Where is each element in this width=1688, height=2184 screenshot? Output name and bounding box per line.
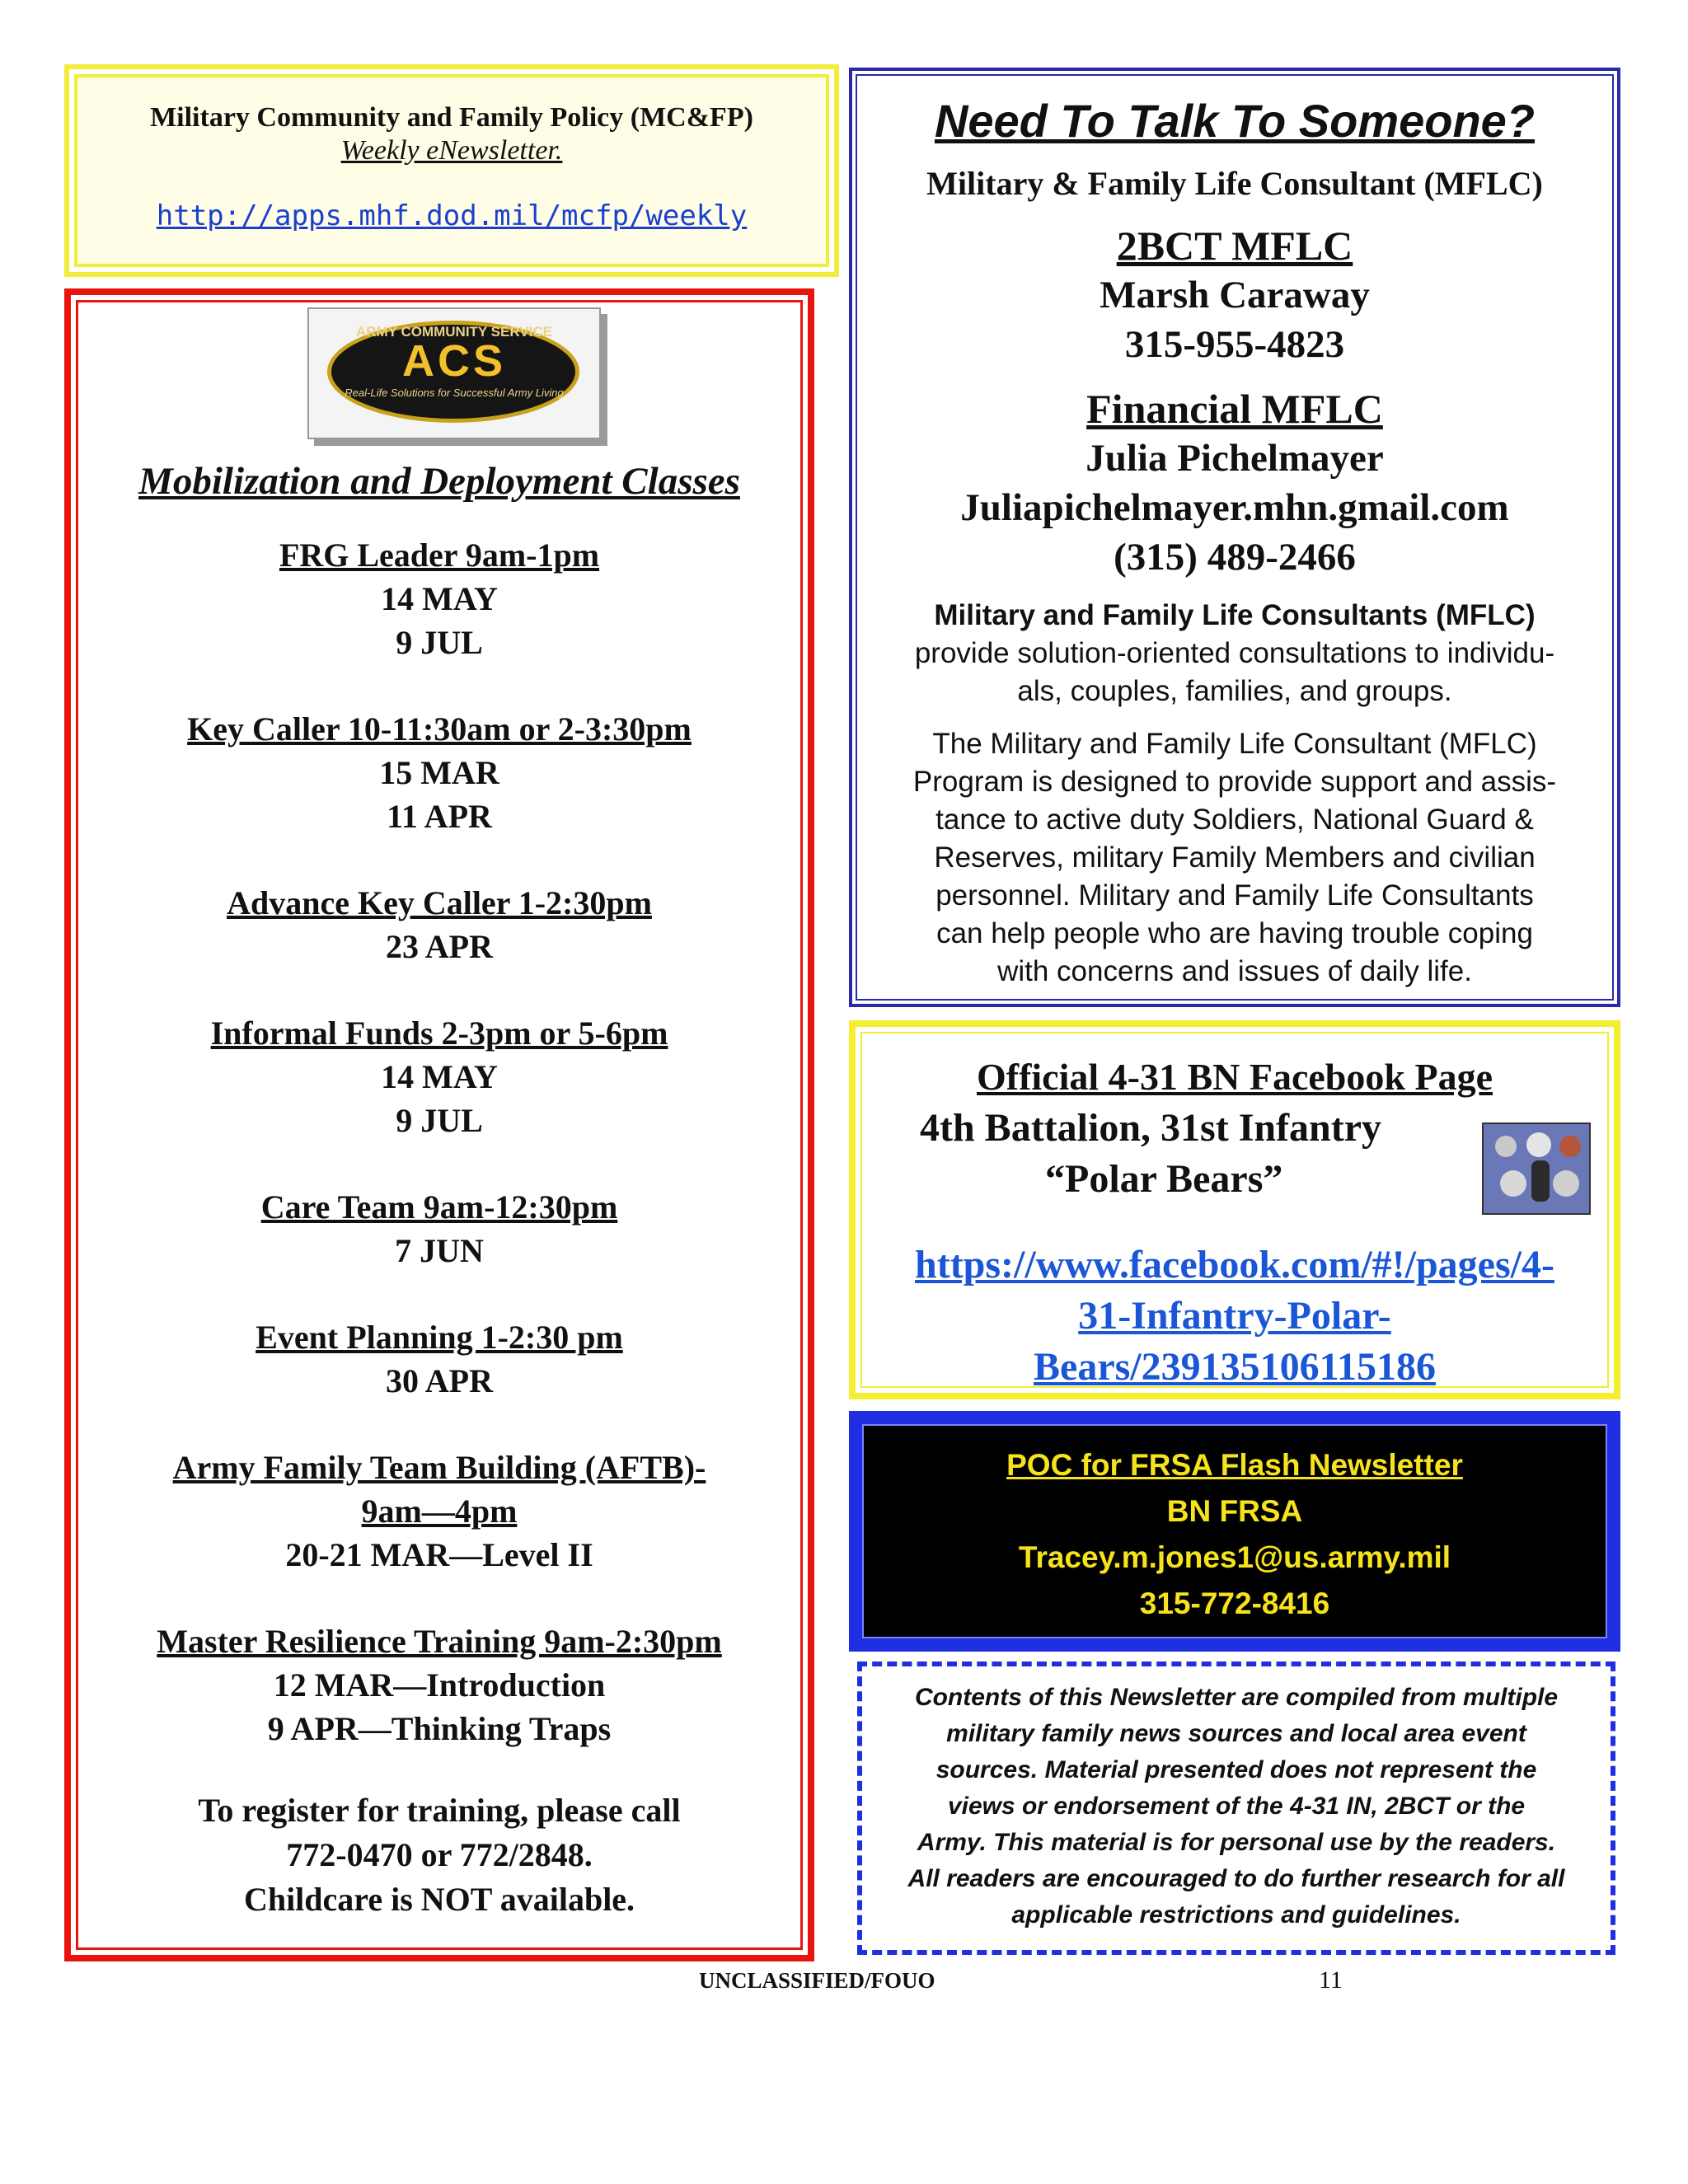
disclaimer-line: military family news sources and local area event [946, 1720, 1526, 1747]
facebook-link-line[interactable]: 31-Infantry-Polar- [1078, 1294, 1391, 1338]
facebook-link[interactable] [862, 1240, 1607, 1393]
consultant-phone: (315) 489-2466 [1114, 536, 1356, 579]
acs-logo-icon [307, 307, 601, 439]
battalion-nickname: “Polar Bears” [1045, 1157, 1283, 1201]
register-line: Childcare is NOT available. [243, 1881, 635, 1918]
facebook-inner [860, 1032, 1609, 1388]
class-date: 14 MAY [381, 580, 498, 617]
class-date: 15 MAR [379, 754, 499, 791]
page-number: 11 [1319, 1966, 1343, 1994]
mcfp-box [64, 64, 839, 277]
para-line: personnel. Military and Family Life Consultants [935, 879, 1534, 912]
battalion-crest-icon [1482, 1122, 1591, 1215]
mcfp-inner [74, 74, 829, 267]
class-item [78, 707, 800, 838]
para-line: tance to active duty Soldiers, National Guard & [935, 804, 1534, 836]
class-item [78, 1446, 800, 1577]
disclaimer-box [857, 1661, 1615, 1955]
class-date: 23 APR [386, 928, 493, 965]
class-item [78, 1011, 800, 1142]
poc-box [849, 1411, 1620, 1652]
poc-role: BN FRSA [1166, 1494, 1303, 1528]
acs-classes-box [64, 288, 814, 1961]
class-date: 12 MAR—Introduction [273, 1666, 606, 1704]
class-name: Master Resilience Training 9am-2:30pm [157, 1623, 722, 1660]
disclaimer-line: Army. This material is for personal use by the readers. [917, 1829, 1556, 1856]
class-name: FRG Leader 9am-1pm [279, 537, 600, 574]
acs-logo-bottom-text: Real-Life Solutions for Successful Army Living [345, 387, 564, 399]
acs-logo-word: ACS [401, 336, 506, 386]
class-item [78, 1315, 800, 1403]
poc-email[interactable]: Tracey.m.jones1@us.army.mil [1018, 1540, 1451, 1574]
mflc-box [849, 68, 1620, 1007]
class-date: 9 JUL [396, 624, 483, 661]
mcfp-title: Military Community and Family Policy (MC&FP) [150, 102, 753, 133]
mcfp-link[interactable]: http://apps.mhf.dod.mil/mcfp/weekly [156, 199, 748, 232]
acs-logo-top-text: ARMY COMMUNITY SERVICE [355, 324, 553, 340]
mcfp-subtitle: Weekly eNewsletter. [340, 135, 563, 166]
para-line: provide solution-oriented consultations to individu- [914, 637, 1555, 669]
class-item [78, 881, 800, 968]
mflc-block-2bct [857, 221, 1612, 369]
disclaimer-text [862, 1680, 1611, 1933]
classes-heading: Mobilization and Deployment Classes [138, 460, 740, 503]
poc-title: POC for FRSA Flash Newsletter [1006, 1448, 1463, 1482]
class-name: Advance Key Caller 1-2:30pm [227, 884, 652, 921]
para-line: Program is designed to provide support and assis- [912, 766, 1557, 798]
mflc-para-2 [857, 725, 1612, 991]
consultant-name: Julia Pichelmayer [1085, 437, 1384, 480]
para-line: Reserves, military Family Members and civilian [934, 841, 1536, 874]
class-date: 30 APR [386, 1362, 493, 1399]
class-name-cont: 9am—4pm [361, 1493, 518, 1530]
class-name: Event Planning 1-2:30 pm [256, 1319, 623, 1356]
facebook-link-line[interactable]: Bears/239135106115186 [1034, 1345, 1436, 1389]
class-item [78, 1185, 800, 1272]
para-line: with concerns and issues of daily life. [997, 955, 1472, 987]
register-line: 772-0470 or 772/2848. [286, 1836, 593, 1873]
block-title: Financial MFLC [1086, 386, 1383, 432]
consultant-phone: 315-955-4823 [1124, 323, 1345, 366]
class-name: Informal Funds 2-3pm or 5-6pm [210, 1015, 668, 1052]
class-name: Key Caller 10-11:30am or 2-3:30pm [187, 710, 692, 748]
para-line: can help people who are having trouble coping [936, 917, 1533, 949]
mflc-para-1 [857, 597, 1612, 710]
para-bold-line: Military and Family Life Consultants (MFLC) [934, 599, 1536, 631]
class-date: 9 JUL [396, 1102, 483, 1139]
disclaimer-line: applicable restrictions and guidelines. [1011, 1901, 1461, 1929]
facebook-link-line[interactable]: https://www.facebook.com/#!/pages/4- [915, 1243, 1554, 1286]
disclaimer-line: Contents of this Newsletter are compiled from multiple [914, 1684, 1559, 1711]
class-list [78, 533, 800, 1922]
facebook-title: Official 4-31 BN Facebook Page [976, 1056, 1493, 1098]
facebook-box [849, 1020, 1620, 1399]
register-line: To register for training, please call [198, 1792, 681, 1829]
consultant-name: Marsh Caraway [1100, 274, 1370, 316]
mflc-heading: Need To Talk To Someone? [934, 95, 1536, 147]
para-line: als, couples, families, and groups. [1017, 675, 1452, 707]
poc-inner [862, 1424, 1607, 1638]
mflc-subheading: Military & Family Life Consultant (MFLC) [926, 165, 1543, 202]
class-item [78, 1619, 800, 1750]
class-date: 7 JUN [395, 1232, 484, 1269]
class-name: Army Family Team Building (AFTB)- [172, 1449, 706, 1486]
disclaimer-line: sources. Material presented does not represent the [935, 1756, 1537, 1783]
register-info [78, 1788, 800, 1922]
para-line: The Military and Family Life Consultant (MFLC) [932, 728, 1537, 760]
class-date: 11 APR [387, 798, 492, 835]
class-date: 20-21 MAR—Level II [285, 1536, 593, 1573]
footer-classification: UNCLASSIFIED/FOUO [699, 1968, 935, 1993]
mflc-block-financial [857, 384, 1612, 582]
mflc-inner [856, 74, 1614, 1001]
block-title: 2BCT MFLC [1116, 223, 1353, 269]
consultant-email: Juliapichelmayer.mhn.gmail.com [960, 486, 1509, 529]
acs-inner [76, 300, 803, 1950]
class-date: 14 MAY [381, 1058, 498, 1095]
poc-phone: 315-772-8416 [1139, 1586, 1330, 1620]
class-name: Care Team 9am-12:30pm [260, 1188, 618, 1226]
battalion-name: 4th Battalion, 31st Infantry [920, 1106, 1382, 1150]
disclaimer-line: All readers are encouraged to do further research for all [907, 1865, 1565, 1892]
disclaimer-line: views or endorsement of the 4-31 IN, 2BCT or the [947, 1793, 1526, 1820]
class-date: 9 APR—Thinking Traps [267, 1710, 612, 1747]
class-item [78, 533, 800, 664]
